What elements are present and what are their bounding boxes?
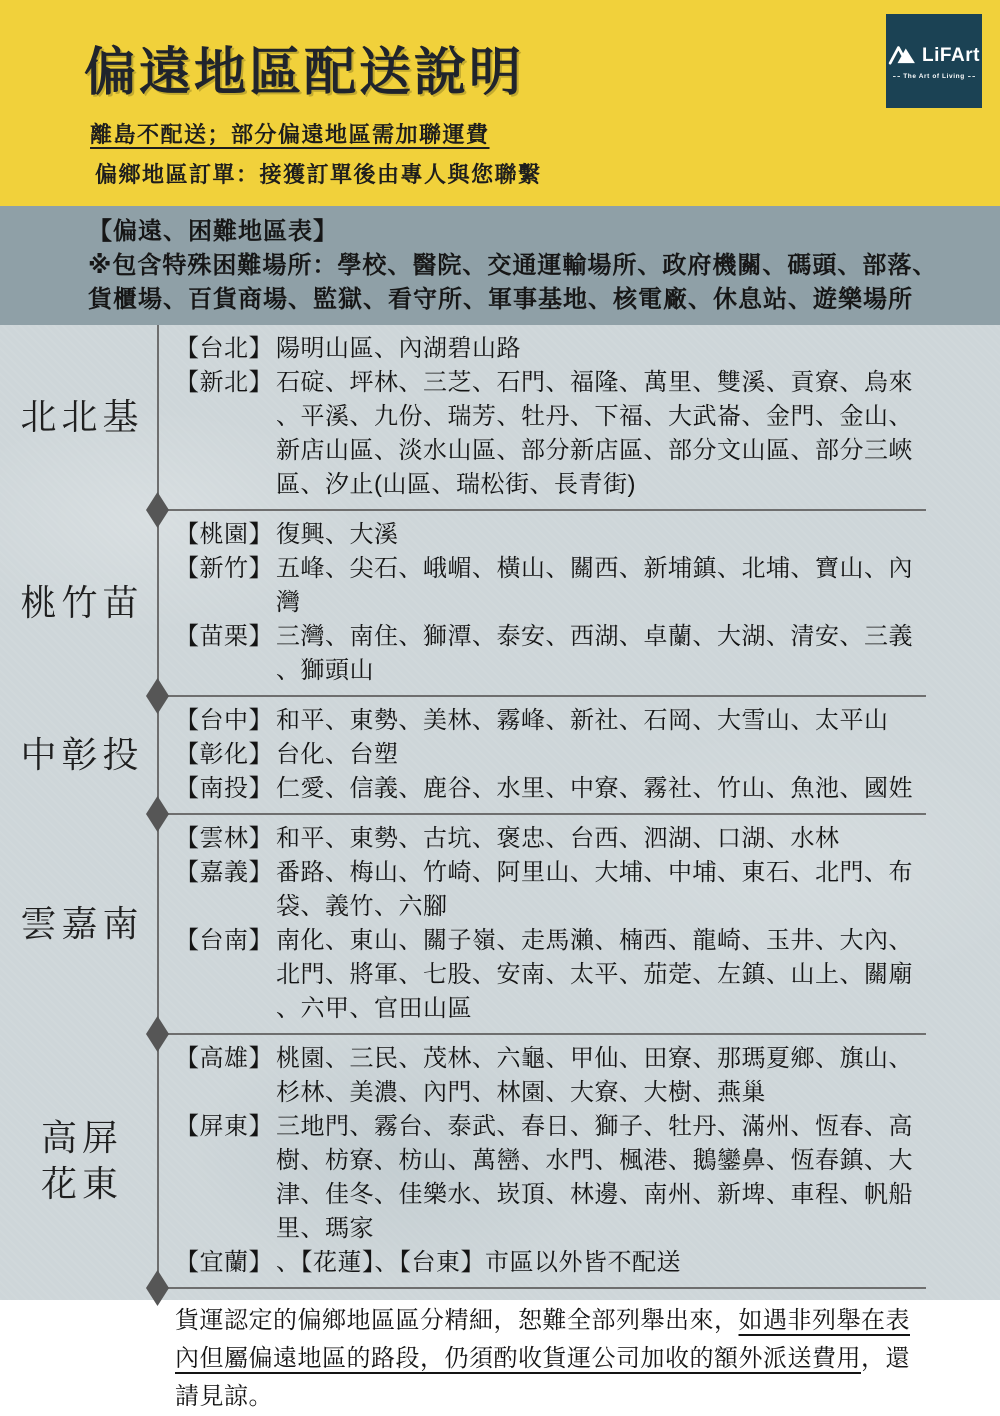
area-entry-text: 三灣、南住、獅潭、泰安、西湖、卓蘭、大湖、清安、三義、獅頭山: [276, 623, 913, 684]
region-body: [158, 325, 1000, 509]
area-entry-text: 番路、梅山、竹崎、阿里山、大埔、中埔、東石、北門、布袋、義竹、六腳: [276, 859, 913, 920]
footer-post: ，還請見諒。: [175, 1345, 910, 1410]
area-entry-label: 【宜蘭】: [175, 1249, 273, 1276]
regions-container: [0, 325, 1000, 1289]
region-name: [0, 325, 158, 509]
area-entry-label: 【高雄】: [175, 1045, 273, 1072]
brand-logo: [886, 14, 982, 108]
area-entry-text: 三地門、霧台、泰武、春日、獅子、牡丹、滿州、恆春、高樹、枋寮、枋山、萬巒、水門、楓港、鵝鑾鼻、恆春鎮、大津、佳冬、佳樂水、崁頂、林邊、南州、新埤、車程、帆船里、瑪家: [276, 1113, 913, 1242]
page-title: 偏遠地區配送說明: [84, 44, 525, 102]
area-entry-text: 桃園、三民、茂林、六龜、甲仙、田寮、那瑪夏鄉、旗山、杉林、美濃、內門、林園、大寮、大樹、燕巢: [276, 1045, 913, 1106]
footer-pre: 貨運認定的偏鄉地區區分精細，恕難全部列舉出來，: [175, 1307, 739, 1334]
area-entry-text: 和平、東勢、古坑、褒忠、台西、泗湖、口湖、水林: [276, 825, 840, 852]
section-divider: [158, 1287, 926, 1289]
area-entry: [175, 366, 936, 502]
region-name-line: 雲嘉南: [20, 903, 144, 944]
region-name-line: 桃竹苗: [20, 582, 144, 623]
region-body: [158, 697, 1000, 813]
footer-note: [158, 1289, 1000, 1416]
region-name: [0, 815, 158, 1033]
region-name-line: 高屏: [40, 1117, 123, 1158]
header: [0, 0, 1000, 206]
notice-heading: 【偏遠、困難地區表】: [88, 218, 338, 245]
area-entry: [175, 1246, 936, 1280]
section-divider: [158, 1033, 926, 1035]
area-entry-label: 【新竹】: [175, 555, 273, 582]
region-section: [0, 697, 1000, 813]
area-entry: [175, 822, 936, 856]
area-entry: [175, 552, 936, 620]
area-entry-text: 台化、台塑: [276, 741, 399, 768]
subtitle: 偏鄉地區訂單：接獲訂單後由專人與您聯繫: [95, 162, 542, 187]
subtitle-underlined: 離島不配送；部分偏遠地區需加聯運費: [90, 122, 490, 147]
footer-underlined: 如遇非列舉在表內但屬偏遠地區的路段，仍須酌收貨運公司加收的額外派送費用: [175, 1307, 910, 1372]
region-name: [0, 697, 158, 813]
region-section: [0, 325, 1000, 509]
area-entry: [175, 332, 936, 366]
area-entry-text: 五峰、尖石、峨嵋、橫山、關西、新埔鎮、北埔、寶山、內灣: [276, 555, 913, 616]
area-entry-label: 【彰化】: [175, 741, 273, 768]
area-entry: [175, 518, 936, 552]
area-entry: [175, 1042, 936, 1110]
area-entry: [175, 1110, 936, 1246]
area-entry-label: 【苗栗】: [175, 623, 273, 650]
section-divider: [158, 695, 926, 697]
section-divider: [158, 813, 926, 815]
tagline-dash-right: [968, 76, 975, 77]
area-entry: [175, 704, 936, 738]
region-table: [0, 325, 1000, 1410]
region-name-line: 中彰投: [20, 734, 144, 775]
region-section: [0, 511, 1000, 695]
region-body: [158, 1035, 1000, 1287]
area-entry-text: 仁愛、信義、鹿谷、水里、中寮、霧社、竹山、魚池、國姓: [276, 775, 913, 802]
region-name-line: 花東: [40, 1163, 123, 1204]
region-section: [0, 1035, 1000, 1287]
notice-line: ※包含特殊困難場所：學校、醫院、交通運輸場所、政府機關、碼頭、部落、: [88, 252, 938, 279]
region-name-line: 北北基: [20, 396, 144, 437]
area-entry-label: 【桃園】: [175, 521, 273, 548]
area-entry: [175, 738, 936, 772]
region-body: [158, 815, 1000, 1033]
region-section: [0, 815, 1000, 1033]
area-entry: [175, 620, 936, 688]
area-entry-label: 【南投】: [175, 775, 273, 802]
area-entry: [175, 924, 936, 1026]
area-entry-text: 石碇、坪林、三芝、石門、福隆、萬里、雙溪、貢寮、烏來、平溪、九份、瑞芳、牡丹、下福、大武崙、金門、金山、新店山區、淡水山區、部分新店區、部分文山區、部分三峽區、汐止(山區、瑞松街、長青街): [276, 369, 913, 498]
area-entry-label: 【台北】: [175, 335, 273, 362]
area-entry-label: 【雲林】: [175, 825, 273, 852]
notice-line: 貨櫃場、百貨商場、監獄、看守所、軍事基地、核電廠、休息站、遊樂場所: [88, 286, 913, 313]
area-entry-label: 【台南】: [175, 927, 273, 954]
notice-band: [0, 206, 1000, 325]
area-entry-text: 、【花蓮】、【台東】市區以外皆不配送: [276, 1249, 681, 1276]
area-entry-label: 【嘉義】: [175, 859, 273, 886]
area-entry-text: 南化、東山、關子嶺、走馬瀨、楠西、龍崎、玉井、大內、北門、將軍、七股、安南、太平、茄萣、左鎮、山上、關廟、六甲、官田山區: [276, 927, 913, 1022]
area-entry: [175, 856, 936, 924]
tagline-dash-left: [893, 76, 900, 77]
logo-tagline: The Art of Living: [893, 73, 975, 80]
mountain-icon: [888, 43, 918, 70]
region-name: [0, 1035, 158, 1287]
area-entry-label: 【屏東】: [175, 1113, 273, 1140]
area-entry-text: 和平、東勢、美林、霧峰、新社、石岡、大雪山、太平山: [276, 707, 889, 734]
region-name: [0, 511, 158, 695]
area-entry-label: 【新北】: [175, 369, 273, 396]
area-entry-text: 陽明山區、內湖碧山路: [276, 335, 521, 362]
logo-text: LiFArt: [922, 45, 980, 66]
area-entry-label: 【台中】: [175, 707, 273, 734]
region-body: [158, 511, 1000, 695]
section-divider: [158, 509, 926, 511]
area-entry-text: 復興、大溪: [276, 521, 399, 548]
area-entry: [175, 772, 936, 806]
